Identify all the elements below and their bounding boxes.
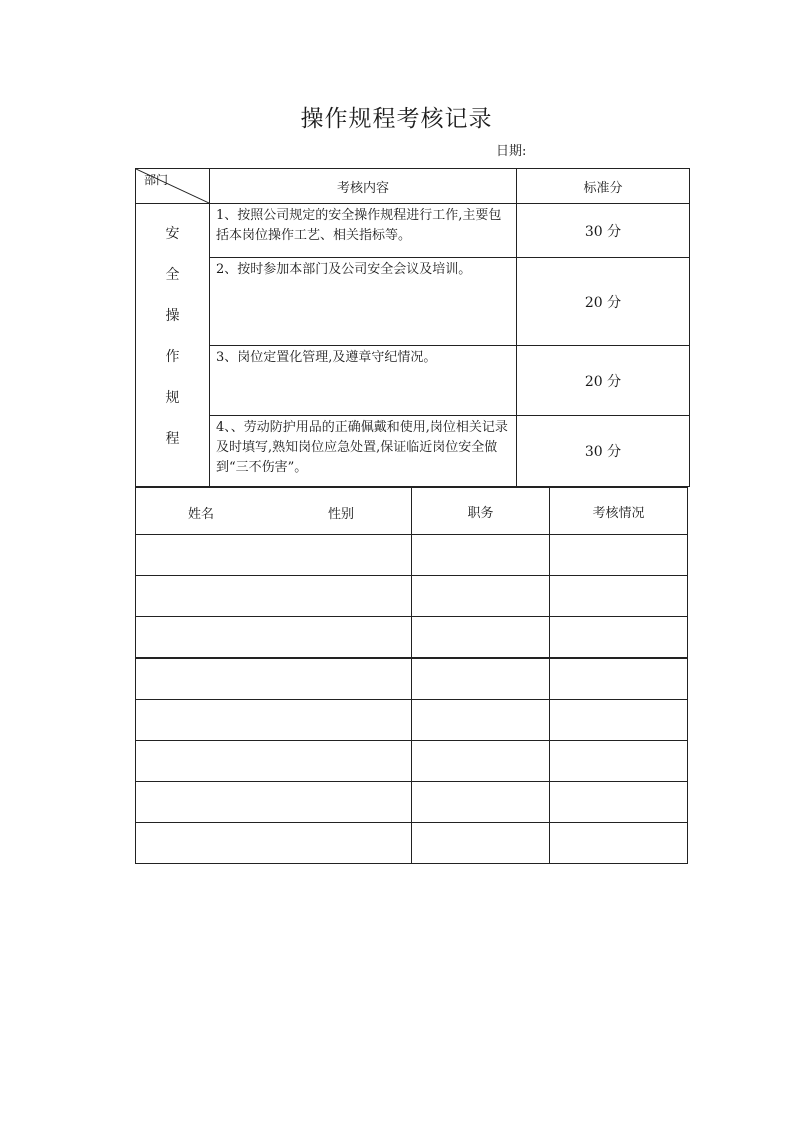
dept-header: 部门 bbox=[144, 173, 169, 187]
category-char: 操 bbox=[165, 308, 180, 324]
item-content: 1、按照公司规定的安全操作规程进行工作,主要包括本岗位操作工艺、相关指标等。 bbox=[210, 204, 517, 258]
category-char: 程 bbox=[165, 431, 180, 447]
item-score: 20 分 bbox=[517, 258, 690, 346]
table-row bbox=[136, 700, 688, 741]
name-cell[interactable] bbox=[136, 700, 412, 741]
position-cell[interactable] bbox=[412, 617, 550, 659]
result-cell[interactable] bbox=[550, 658, 688, 700]
name-cell[interactable] bbox=[136, 823, 412, 864]
item-row bbox=[136, 346, 690, 416]
position-cell[interactable] bbox=[412, 576, 550, 617]
name-cell[interactable] bbox=[136, 535, 412, 576]
table-row bbox=[136, 823, 688, 864]
item-content: 4、、劳动防护用品的正确佩戴和使用,岗位相关记录及时填写,熟知岗位应急处置,保证临近岗位安全做到“三不伤害”。 bbox=[210, 416, 517, 487]
name-cell[interactable] bbox=[136, 617, 412, 659]
result-cell[interactable] bbox=[550, 782, 688, 823]
item-score: 30 分 bbox=[517, 416, 690, 487]
position-header: 职务 bbox=[412, 487, 550, 535]
name-gender-header bbox=[136, 487, 412, 535]
content-header: 考核内容 bbox=[210, 169, 517, 204]
result-cell[interactable] bbox=[550, 576, 688, 617]
result-header: 考核情况 bbox=[550, 487, 688, 535]
position-cell[interactable] bbox=[412, 658, 550, 700]
page-title: 操作规程考核记录 bbox=[300, 106, 493, 132]
date-label: 日期: bbox=[496, 144, 527, 159]
dept-header-cell bbox=[136, 169, 210, 204]
assessment-header-row bbox=[136, 169, 690, 204]
result-cell[interactable] bbox=[550, 535, 688, 576]
result-cell[interactable] bbox=[550, 617, 688, 659]
category-char: 规 bbox=[165, 390, 180, 406]
item-content: 2、按时参加本部门及公司安全会议及培训。 bbox=[210, 258, 517, 346]
position-cell[interactable] bbox=[412, 823, 550, 864]
table-row bbox=[136, 782, 688, 823]
category-char: 安 bbox=[165, 226, 180, 242]
name-cell[interactable] bbox=[136, 741, 412, 782]
result-cell[interactable] bbox=[550, 700, 688, 741]
item-row bbox=[136, 258, 690, 346]
name-header: 姓名 bbox=[188, 507, 215, 522]
position-cell[interactable] bbox=[412, 741, 550, 782]
position-cell[interactable] bbox=[412, 700, 550, 741]
category-cell bbox=[136, 204, 210, 487]
name-cell[interactable] bbox=[136, 658, 412, 700]
item-row bbox=[136, 416, 690, 487]
item-content: 3、岗位定置化管理,及遵章守纪情况。 bbox=[210, 346, 517, 416]
category-char: 作 bbox=[165, 349, 180, 365]
item-score: 20 分 bbox=[517, 346, 690, 416]
item-row bbox=[136, 204, 690, 258]
result-cell[interactable] bbox=[550, 741, 688, 782]
name-cell[interactable] bbox=[136, 576, 412, 617]
personnel-header-row bbox=[136, 487, 688, 535]
table-row bbox=[136, 535, 688, 576]
table-row bbox=[136, 617, 688, 659]
table-row bbox=[136, 658, 688, 700]
item-score: 30 分 bbox=[517, 204, 690, 258]
table-row bbox=[136, 741, 688, 782]
category-char: 全 bbox=[165, 267, 180, 283]
gender-header: 性别 bbox=[328, 507, 355, 522]
personnel-table bbox=[135, 486, 688, 864]
position-cell[interactable] bbox=[412, 535, 550, 576]
name-cell[interactable] bbox=[136, 782, 412, 823]
assessment-table bbox=[135, 168, 690, 487]
table-row bbox=[136, 576, 688, 617]
standard-header: 标准分 bbox=[517, 169, 690, 204]
result-cell[interactable] bbox=[550, 823, 688, 864]
position-cell[interactable] bbox=[412, 782, 550, 823]
